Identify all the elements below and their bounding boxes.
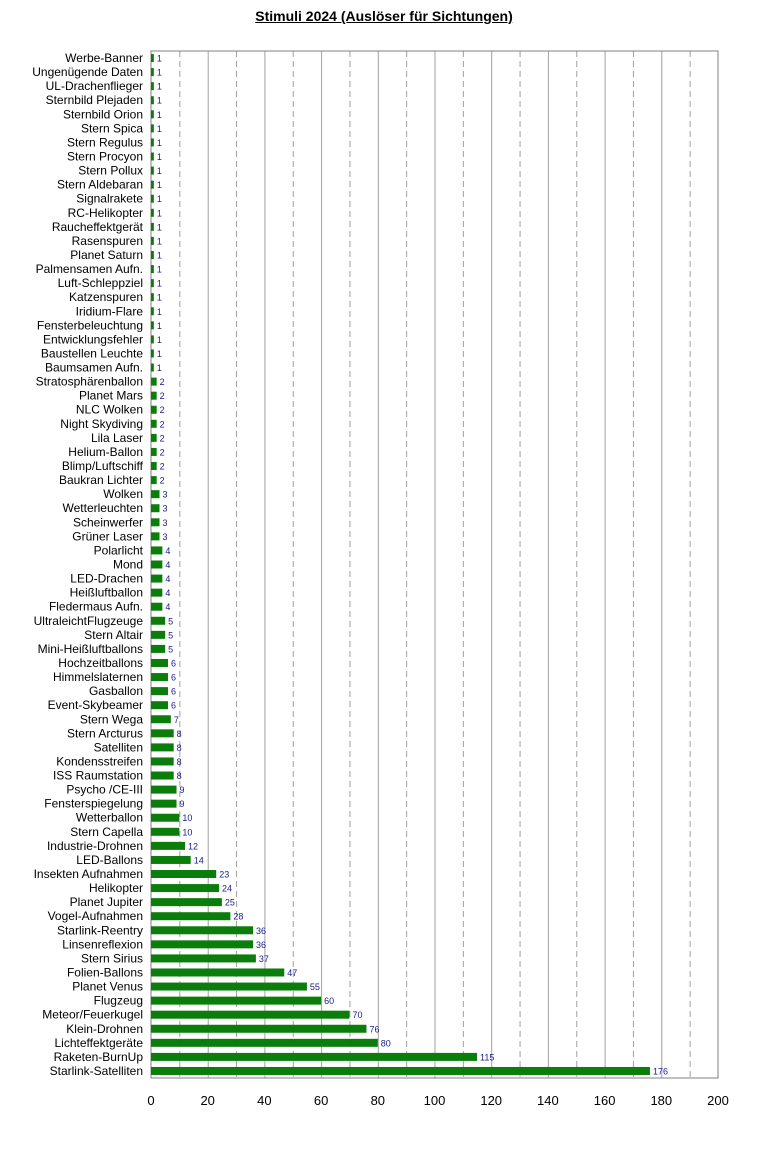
value-label: 2	[159, 377, 165, 388]
value-label: 1	[156, 363, 162, 374]
value-label: 9	[179, 785, 185, 796]
category-label: Sternbild Plejaden	[45, 93, 143, 108]
bar	[151, 1011, 349, 1019]
category-label: Hochzeitballons	[58, 655, 143, 670]
bar	[151, 968, 284, 976]
value-label: 4	[165, 574, 171, 585]
category-label: Heißluftballon	[69, 585, 143, 600]
x-tick-label: 140	[537, 1093, 559, 1108]
bars	[151, 54, 650, 1075]
bar	[151, 673, 168, 681]
grid-lines	[180, 51, 690, 1078]
value-label: 2	[159, 447, 165, 458]
category-label: Iridium-Flare	[75, 304, 143, 319]
x-tick-labels	[147, 1093, 728, 1108]
category-label: Satelliten	[93, 740, 143, 755]
bar	[151, 659, 168, 667]
bar	[151, 448, 157, 456]
category-label: Stern Arcturus	[66, 726, 143, 741]
value-label: 8	[176, 742, 182, 753]
bar	[151, 54, 154, 62]
category-label: LED-Drachen	[70, 571, 143, 586]
value-label: 1	[156, 137, 162, 148]
category-label: Ungenügende Daten	[32, 65, 143, 80]
bar	[151, 209, 154, 217]
category-label: Planet Mars	[78, 388, 143, 403]
bar	[151, 138, 154, 146]
value-label: 7	[173, 714, 179, 725]
bar	[151, 926, 253, 934]
bar	[151, 406, 157, 414]
value-label: 1	[156, 236, 162, 247]
bar	[151, 940, 253, 948]
bar	[151, 251, 154, 259]
value-label: 5	[168, 616, 174, 627]
value-label: 47	[287, 967, 298, 978]
category-label: Entwicklungsfehler	[42, 332, 143, 347]
value-label: 6	[171, 686, 177, 697]
bar	[151, 532, 160, 540]
bar	[151, 167, 154, 175]
bar	[151, 378, 157, 386]
value-label: 115	[480, 1052, 495, 1063]
value-label: 1	[156, 222, 162, 233]
value-label: 1	[156, 166, 162, 177]
bar	[151, 983, 307, 991]
x-tick-label: 100	[423, 1093, 446, 1108]
bar	[151, 546, 162, 554]
bar	[151, 575, 162, 583]
bar	[151, 603, 162, 611]
category-label: ISS Raumstation	[52, 768, 143, 783]
bar	[151, 729, 174, 737]
value-label: 1	[156, 53, 162, 64]
bar	[151, 237, 154, 245]
value-label: 1	[156, 306, 162, 317]
bar	[151, 153, 154, 161]
value-label: 2	[159, 419, 165, 430]
value-label: 1	[156, 264, 162, 275]
bar	[151, 856, 191, 864]
bar	[151, 617, 165, 625]
value-label: 1	[156, 81, 162, 92]
bar	[151, 420, 157, 428]
bar	[151, 589, 162, 597]
bar	[151, 307, 154, 315]
category-label: Werbe-Banner	[65, 51, 143, 66]
value-label: 70	[352, 1010, 363, 1021]
value-label: 1	[156, 250, 162, 261]
category-label: Raucheffektgerät	[51, 219, 143, 234]
category-label: Wetterleuchten	[62, 501, 143, 516]
bar	[151, 1053, 477, 1061]
category-label: Stern Aldebaran	[56, 177, 143, 192]
value-label: 6	[171, 700, 177, 711]
value-label: 37	[258, 953, 269, 964]
value-label: 5	[168, 644, 174, 655]
category-label: Fledermaus Aufn.	[48, 599, 143, 614]
value-label: 3	[162, 531, 168, 542]
category-label: Night Skydiving	[60, 416, 143, 431]
bar	[151, 335, 154, 343]
value-label: 76	[369, 1024, 380, 1035]
bar	[151, 68, 154, 76]
value-label: 1	[156, 320, 162, 331]
value-label: 10	[182, 813, 193, 824]
value-label: 176	[652, 1066, 668, 1077]
bar	[151, 842, 185, 850]
x-tick-label: 60	[313, 1093, 329, 1108]
bar	[151, 870, 216, 878]
category-label: Sternbild Orion	[62, 107, 143, 122]
category-label: Stern Regulus	[66, 135, 143, 150]
bar	[151, 392, 157, 400]
category-label: Vogel-Aufnahmen	[47, 909, 143, 924]
category-label: Meteor/Feuerkugel	[42, 1007, 143, 1022]
category-label: Folien-Ballons	[66, 965, 143, 980]
value-label: 1	[156, 194, 162, 205]
value-label: 36	[256, 925, 267, 936]
bar	[151, 476, 157, 484]
category-label: Lichteffektgeräte	[54, 1035, 143, 1050]
bar	[151, 181, 154, 189]
x-tick-label: 180	[650, 1093, 673, 1108]
bar	[151, 490, 160, 498]
value-label: 1	[156, 334, 162, 345]
bar	[151, 828, 179, 836]
value-label: 4	[165, 588, 171, 599]
value-label: 1	[156, 292, 162, 303]
value-label: 1	[156, 95, 162, 106]
bar	[151, 631, 165, 639]
category-label: Helium-Ballon	[68, 444, 143, 459]
value-label: 2	[159, 433, 165, 444]
category-label: Insekten Aufnahmen	[33, 867, 143, 882]
category-label: Grüner Laser	[72, 529, 143, 544]
value-label: 6	[171, 672, 177, 683]
category-label: Scheinwerfer	[72, 515, 143, 530]
category-label: Helikopter	[88, 881, 143, 896]
category-label: Mond	[112, 557, 143, 572]
category-label: Planet Venus	[72, 979, 143, 994]
value-label: 4	[165, 602, 171, 613]
value-label: 8	[176, 756, 182, 767]
value-label: 12	[188, 841, 199, 852]
bar	[151, 997, 321, 1005]
value-label: 1	[156, 348, 162, 359]
x-tick-label: 160	[593, 1093, 616, 1108]
value-label: 9	[179, 799, 185, 810]
value-label: 1	[156, 278, 162, 289]
bar	[151, 279, 154, 287]
value-label: 1	[156, 109, 162, 120]
category-label: Stratosphärenballon	[35, 374, 143, 389]
category-label: Planet Jupiter	[69, 895, 143, 910]
category-label: Starlink-Satelliten	[49, 1063, 143, 1078]
value-label: 8	[176, 728, 182, 739]
value-label: 4	[165, 560, 171, 570]
bar	[151, 1039, 378, 1047]
bar	[151, 462, 157, 470]
category-label: Baumsamen Aufn.	[44, 360, 143, 375]
x-tick-label: 200	[707, 1093, 729, 1108]
value-label: 2	[159, 391, 165, 402]
category-label: Stern Spica	[80, 121, 143, 136]
value-label: 24	[222, 883, 233, 894]
category-label: Himmelslaternen	[52, 670, 143, 685]
bar	[151, 814, 179, 822]
category-label: Planet Saturn	[70, 247, 143, 262]
x-tick-label: 80	[370, 1093, 386, 1108]
bar	[151, 1067, 650, 1075]
bar	[151, 884, 219, 892]
x-tick-label: 0	[147, 1093, 155, 1108]
bar	[151, 786, 177, 794]
value-label: 2	[159, 475, 165, 486]
category-label: Psycho /CE-III	[66, 782, 143, 797]
bar	[151, 82, 154, 90]
value-label: 8	[176, 771, 182, 782]
category-label: Baukran Lichter	[58, 473, 143, 488]
category-label: Signalrakete	[76, 191, 143, 206]
value-label: 23	[219, 869, 230, 880]
category-label: Fensterspiegelung	[44, 796, 143, 811]
category-labels	[32, 51, 143, 1078]
category-label: NLC Wolken	[75, 402, 143, 417]
value-label: 3	[162, 517, 168, 528]
value-label: 1	[156, 123, 162, 134]
bar	[151, 954, 256, 962]
value-label: 1	[156, 180, 162, 191]
value-label: 2	[159, 461, 165, 472]
value-label: 6	[171, 658, 177, 669]
value-label: 28	[233, 911, 244, 922]
category-label: Stern Pollux	[78, 163, 143, 178]
value-label: 5	[168, 630, 174, 641]
bar	[151, 364, 154, 372]
category-label: Gasballon	[88, 684, 143, 699]
value-label: 1	[156, 67, 162, 78]
category-label: LED-Ballons	[76, 852, 143, 867]
category-label: Luft-Schleppziel	[57, 276, 143, 291]
value-label: 36	[256, 939, 267, 950]
value-label: 60	[324, 996, 335, 1007]
bar	[151, 195, 154, 203]
value-label: 4	[165, 545, 171, 556]
category-label: Event-Skybeamer	[47, 698, 143, 713]
bar	[151, 1025, 366, 1033]
bar	[151, 223, 154, 231]
category-label: Klein-Drohnen	[66, 1021, 143, 1036]
category-label: Starlink-Reentry	[56, 923, 143, 938]
bar	[151, 715, 171, 723]
value-label: 3	[162, 489, 168, 500]
category-label: UL-Drachenflieger	[45, 79, 143, 94]
category-label: RC-Helikopter	[67, 205, 143, 220]
x-tick-label: 20	[200, 1093, 215, 1108]
category-label: Stern Altair	[84, 627, 143, 642]
category-label: Industrie-Drohnen	[46, 838, 143, 853]
category-label: Raketen-BurnUp	[53, 1049, 143, 1064]
category-label: Polarlicht	[93, 543, 143, 558]
bar	[151, 321, 154, 329]
category-label: Wolken	[103, 487, 143, 502]
category-label: Stern Sirius	[80, 951, 143, 966]
category-label: Stern Wega	[79, 712, 143, 727]
value-label: 80	[380, 1038, 391, 1049]
x-tick-label: 120	[480, 1093, 503, 1108]
category-label: Stern Procyon	[66, 149, 143, 164]
bar	[151, 645, 165, 653]
bar	[151, 912, 230, 920]
value-label: 10	[182, 827, 193, 838]
value-label: 3	[162, 503, 168, 514]
bar	[151, 561, 162, 569]
category-label: Mini-Heißluftballons	[37, 641, 143, 656]
bar	[151, 504, 160, 512]
category-label: Flugzeug	[93, 993, 143, 1008]
category-label: Stern Capella	[70, 824, 143, 839]
category-label: Katzenspuren	[68, 290, 143, 305]
category-label: Fensterbeleuchtung	[36, 318, 143, 333]
value-label: 2	[159, 405, 165, 416]
category-label: Lila Laser	[90, 430, 143, 445]
category-label: Rasenspuren	[71, 233, 143, 248]
category-label: Blimp/Luftschiff	[61, 459, 143, 474]
value-labels	[157, 54, 668, 1077]
bar	[151, 800, 177, 808]
bar	[151, 898, 222, 906]
bar	[151, 96, 154, 104]
value-label: 14	[193, 855, 204, 866]
category-label: Kondensstreifen	[56, 754, 143, 769]
category-label: Baustellen Leuchte	[40, 346, 143, 361]
value-label: 55	[309, 982, 320, 993]
bar	[151, 518, 160, 526]
x-tick-label: 40	[257, 1093, 272, 1108]
bar	[151, 743, 174, 751]
value-label: 1	[156, 152, 162, 163]
value-label: 1	[156, 208, 162, 219]
bar	[151, 110, 154, 118]
bar	[151, 124, 154, 132]
chart-title: Stimuli 2024 (Auslöser für Sichtungen)	[255, 8, 513, 24]
bar	[151, 772, 174, 780]
category-label: Linsenreflexion	[62, 937, 143, 952]
bar	[151, 349, 154, 357]
value-label: 25	[224, 897, 235, 908]
bar	[151, 265, 154, 273]
category-label: Wetterballon	[75, 810, 143, 825]
category-label: UltraleichtFlugzeuge	[33, 613, 143, 628]
bar	[151, 434, 157, 442]
bar	[151, 701, 168, 709]
bar	[151, 687, 168, 695]
bar	[151, 293, 154, 301]
bar	[151, 757, 174, 765]
category-label: Palmensamen Aufn.	[35, 262, 143, 277]
